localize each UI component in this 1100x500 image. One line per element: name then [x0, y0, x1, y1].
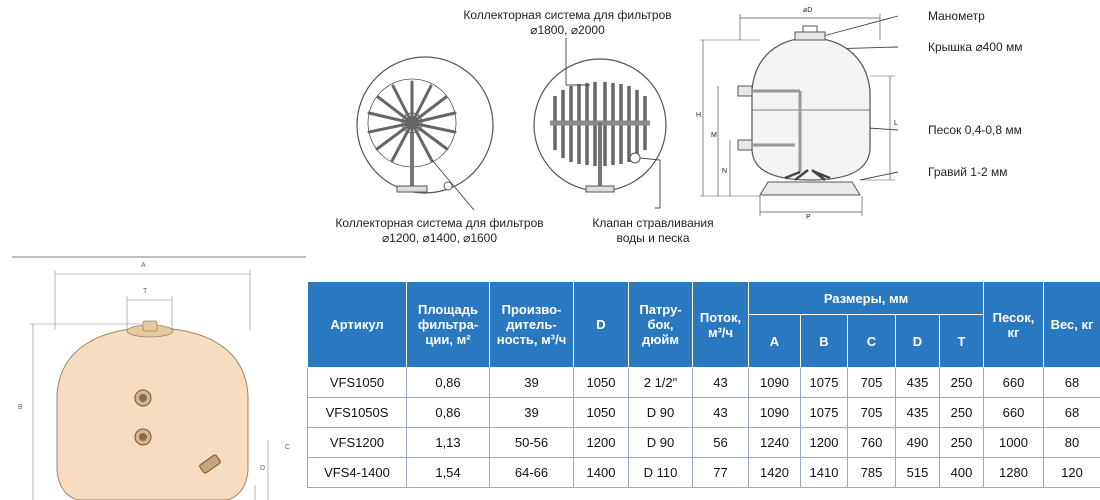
dim-letter-h: H	[696, 112, 702, 119]
collector-large-drawing	[534, 59, 666, 192]
cell-dim-a: 1090	[749, 398, 801, 428]
cell-area: 0,86	[407, 368, 490, 398]
cell-flow: 77	[693, 458, 749, 488]
cell-weight: 68	[1044, 398, 1100, 428]
cell-area: 0,86	[407, 398, 490, 428]
cell-article: VFS1050	[308, 368, 407, 398]
collector-small-drawing	[357, 57, 493, 193]
cell-pipe: D 90	[629, 398, 693, 428]
header-d: D	[574, 282, 629, 368]
dim-letter-t: T	[143, 288, 148, 295]
cell-sand: 660	[984, 398, 1044, 428]
cell-d: 1400	[574, 458, 629, 488]
table-row	[308, 398, 1100, 428]
header-capacity: Произво-дитель-ность, м³/ч	[490, 282, 574, 368]
cell-dim-d: 515	[896, 458, 940, 488]
table-row	[308, 458, 1100, 488]
cell-dim-t: 250	[940, 398, 984, 428]
collector-large-label	[455, 8, 680, 38]
cell-dim-t: 250	[940, 428, 984, 458]
manometer-label: Манометр	[928, 9, 985, 23]
gravel-label: Гравий 1-2 мм	[928, 165, 1008, 179]
cell-pipe: 2 1/2"	[629, 368, 693, 398]
filter-section-drawing	[700, 14, 895, 216]
cell-sand: 1000	[984, 428, 1044, 458]
dim-letter-d: ⌀D	[803, 7, 813, 14]
cell-dim-c: 705	[848, 368, 896, 398]
dim-letter-n: N	[722, 168, 728, 175]
cell-dim-c: 705	[848, 398, 896, 428]
cell-dim-d: 490	[896, 428, 940, 458]
collector-large-label-line2: ⌀1800, ⌀2000	[530, 23, 605, 37]
cell-dim-c: 760	[848, 428, 896, 458]
cell-weight: 120	[1044, 458, 1100, 488]
header-dim-d: D	[896, 315, 940, 368]
valve-label-line1: Клапан стравливания	[592, 216, 714, 230]
cell-dim-b: 1200	[801, 428, 848, 458]
cell-d: 1050	[574, 368, 629, 398]
header-pipe: Патру-бок, дюйм	[629, 282, 693, 368]
cell-sand: 660	[984, 368, 1044, 398]
cell-capacity: 64-66	[490, 458, 574, 488]
cell-dim-a: 1420	[749, 458, 801, 488]
dim-letter-b: B	[18, 404, 23, 411]
cell-sand: 1280	[984, 458, 1044, 488]
cell-flow: 56	[693, 428, 749, 458]
cell-area: 1,54	[407, 458, 490, 488]
cell-flow: 43	[693, 368, 749, 398]
filter-body-illustration	[30, 270, 268, 500]
cell-capacity: 39	[490, 368, 574, 398]
header-weight: Вес, кг	[1044, 282, 1100, 368]
table-row	[308, 428, 1100, 458]
dim-letter-p: P	[806, 214, 811, 221]
cell-article: VFS1050S	[308, 398, 407, 428]
lid-label: Крышка ⌀400 мм	[928, 40, 1023, 54]
cell-article: VFS1200	[308, 428, 407, 458]
header-dim-b: B	[801, 315, 848, 368]
cell-dim-b: 1075	[801, 368, 848, 398]
cell-dim-a: 1240	[749, 428, 801, 458]
dim-letter-c: C	[285, 444, 291, 451]
sand-label: Песок 0,4-0,8 мм	[928, 123, 1022, 137]
cell-weight: 80	[1044, 428, 1100, 458]
cell-dim-c: 785	[848, 458, 896, 488]
header-dim-c: C	[848, 315, 896, 368]
cell-d: 1200	[574, 428, 629, 458]
cell-weight: 68	[1044, 368, 1100, 398]
header-flow: Поток, м³/ч	[693, 282, 749, 368]
collector-small-label-line1: Коллекторная система для фильтров	[335, 216, 544, 230]
cell-dim-t: 250	[940, 368, 984, 398]
dim-letter-d-small: D	[260, 465, 266, 472]
valve-label	[583, 216, 723, 246]
header-area: Площадь фильтра-ции, м²	[407, 282, 490, 368]
header-sand: Песок, кг	[984, 282, 1044, 368]
header-dims: Размеры, мм	[749, 282, 984, 315]
valve-label-line2: воды и песка	[616, 231, 690, 245]
spec-table	[307, 281, 1100, 488]
collector-small-label-line2: ⌀1200, ⌀1400, ⌀1600	[381, 231, 498, 245]
cell-area: 1,13	[407, 428, 490, 458]
cell-pipe: D 110	[629, 458, 693, 488]
header-dim-t: T	[940, 315, 984, 368]
header-dim-a: A	[749, 315, 801, 368]
cell-dim-b: 1075	[801, 398, 848, 428]
cell-d: 1050	[574, 398, 629, 428]
dim-letter-l: L	[894, 120, 898, 127]
collector-large-label-line1: Коллекторная система для фильтров	[463, 8, 672, 22]
cell-capacity: 50-56	[490, 428, 574, 458]
cell-dim-a: 1090	[749, 368, 801, 398]
table-row	[308, 368, 1100, 398]
dim-letter-a: A	[141, 262, 146, 269]
cell-dim-t: 400	[940, 458, 984, 488]
cell-dim-d: 435	[896, 368, 940, 398]
collector-small-label	[332, 216, 547, 246]
cell-dim-b: 1410	[801, 458, 848, 488]
cell-capacity: 39	[490, 398, 574, 428]
header-article: Артикул	[308, 282, 407, 368]
cell-pipe: D 90	[629, 428, 693, 458]
dim-letter-m: M	[711, 132, 717, 139]
cell-article: VFS4-1400	[308, 458, 407, 488]
cell-flow: 43	[693, 398, 749, 428]
cell-dim-d: 435	[896, 398, 940, 428]
